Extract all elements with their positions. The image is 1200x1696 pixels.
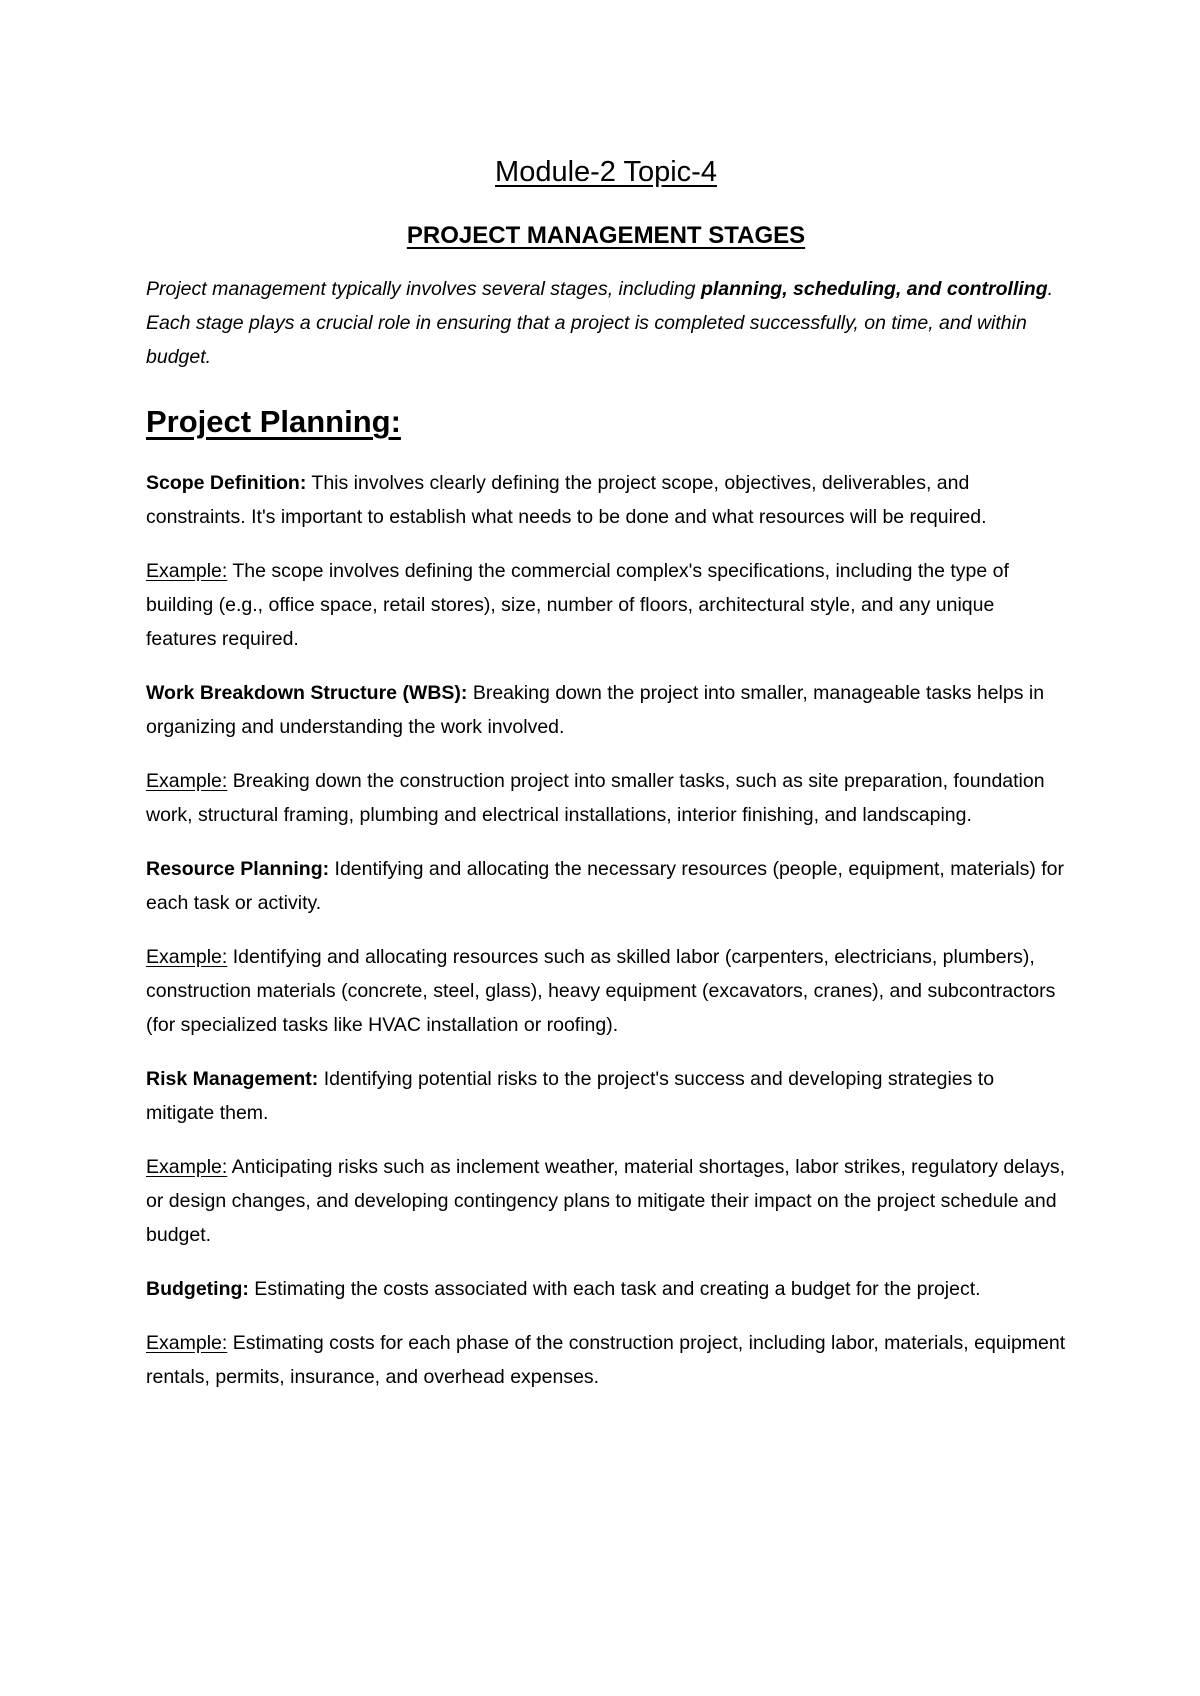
example-label: Example:: [146, 1332, 228, 1354]
term-budgeting: Budgeting:: [146, 1278, 249, 1300]
item-budgeting: [146, 1272, 1066, 1306]
example-label: Example:: [146, 560, 228, 582]
example-label: Example:: [146, 946, 228, 968]
module-topic-title: Module-2 Topic-4: [495, 156, 717, 188]
example-text: Breaking down the construction project into smaller tasks, such as site preparation, foundation work, structural framing, plumbing and electrical installations, interior finishing, and landscaping.: [146, 770, 1045, 826]
item-resource-planning: [146, 852, 1066, 920]
item-risk-management: [146, 1062, 1066, 1130]
example-budgeting: [146, 1326, 1066, 1394]
document-page: [146, 140, 1066, 1394]
example-scope-definition: [146, 554, 1066, 656]
description-scope-definition: This involves clearly defining the project scope, objectives, deliverables, and constraints. It's important to establish what needs to be done and what resources will be required.: [146, 472, 987, 528]
intro-text-after: . Each stage plays a crucial role in ensuring that a project is completed successfully, on time, and within budget.: [146, 278, 1054, 368]
section-heading-project-planning: Project Planning:: [146, 404, 401, 439]
example-text: The scope involves defining the commercial complex's specifications, including the type of building (e.g., office space, retail stores), size, number of floors, architectural style, and any unique features required.: [146, 560, 1009, 650]
example-text: Estimating costs for each phase of the construction project, including labor, materials, equipment rentals, permits, insurance, and overhead expenses.: [146, 1332, 1066, 1388]
example-text: Identifying and allocating resources such as skilled labor (carpenters, electricians, plumbers), construction materials (concrete, steel, glass), heavy equipment (excavators, cranes), and subcontractors (for specialized tasks like HVAC installation or roofing).: [146, 946, 1056, 1036]
item-scope-definition: [146, 466, 1066, 534]
example-wbs: [146, 764, 1066, 832]
description-resource-planning: Identifying and allocating the necessary resources (people, equipment, materials) for each task or activity.: [146, 858, 1065, 914]
example-label: Example:: [146, 770, 228, 792]
example-resource-planning: [146, 940, 1066, 1042]
term-scope-definition: Scope Definition:: [146, 472, 307, 494]
description-wbs: Breaking down the project into smaller, manageable tasks helps in organizing and understanding the work involved.: [146, 682, 1045, 738]
item-work-breakdown-structure: [146, 676, 1066, 744]
example-text: Anticipating risks such as inclement weather, material shortages, labor strikes, regulatory delays, or design changes, and developing contingency plans to mitigate their impact on the project schedule and budget.: [146, 1156, 1066, 1246]
example-label: Example:: [146, 1156, 228, 1178]
term-wbs: Work Breakdown Structure (WBS):: [146, 682, 468, 704]
description-risk-management: Identifying potential risks to the project's success and developing strategies to mitigate them.: [146, 1068, 995, 1124]
intro-paragraph: [146, 272, 1066, 374]
description-budgeting: Estimating the costs associated with each task and creating a budget for the project.: [248, 1278, 981, 1300]
example-risk-management: [146, 1150, 1066, 1252]
intro-bold-stages: planning, scheduling, and controlling: [700, 278, 1048, 300]
term-resource-planning: Resource Planning:: [146, 858, 330, 880]
intro-text-before: Project management typically involves several stages, including: [146, 278, 701, 300]
term-risk-management: Risk Management:: [146, 1068, 319, 1090]
page-title: PROJECT MANAGEMENT STAGES: [406, 222, 806, 249]
